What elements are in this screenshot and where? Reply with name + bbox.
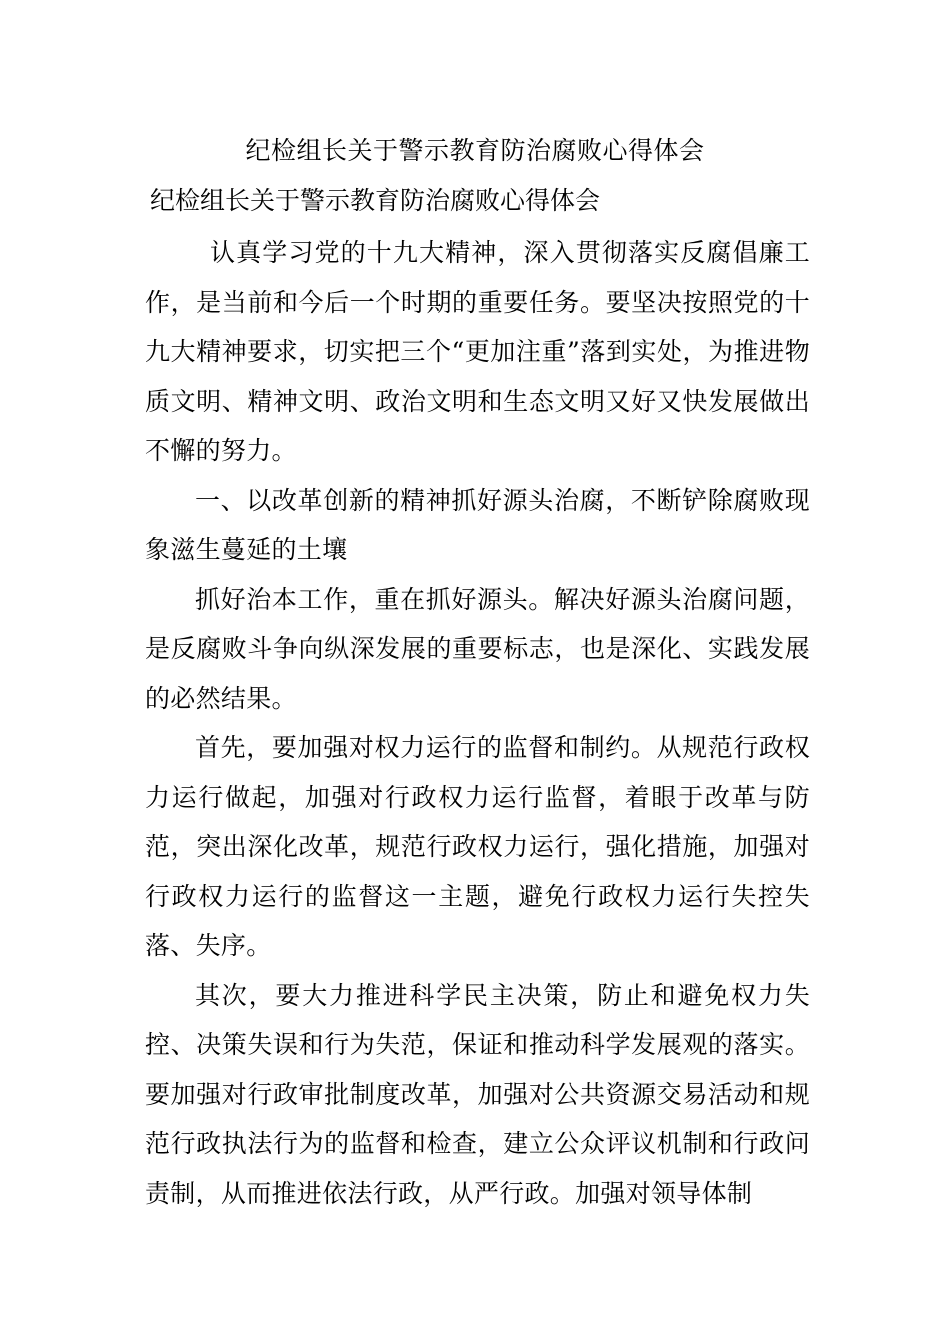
paragraph-intro: 认真学习党的十九大精神，深入贯彻落实反腐倡廉工作，是当前和今后一个时期的重要任务。要坚决按照党的十九大精神要求，切实把三个“更加注重”落到实处，为推进物质文明、精神文明、政治文明和生态文明又好又快发展做出不懈的努力。 — [145, 238, 810, 465]
document-subtitle: 纪检组长关于警示教育防治腐败心得体会 — [150, 186, 601, 215]
paragraph-source-governance: 抓好治本工作，重在抓好源头。解决好源头治腐问题，是反腐败斗争向纵深发展的重要标志，也是深化、实践发展的必然结果。 — [145, 584, 810, 713]
paragraph-first-point: 首先，要加强对权力运行的监督和制约。从规范行政权力运行做起，加强对行政权力运行监督，着眼于改革与防范，突出深化改革，规范行政权力运行，强化措施，加强对行政权力运行的监督这一主题，避免行政权力运行失控失落、失序。 — [145, 733, 810, 960]
document-body — [145, 228, 810, 1218]
document-title: 纪检组长关于警示教育防治腐败心得体会 — [245, 136, 705, 165]
paragraph-second-point: 其次，要大力推进科学民主决策，防止和避免权力失控、决策失误和行为失范，保证和推动科学发展观的落实。要加强对行政审批制度改革，加强对公共资源交易活动和规范行政执法行为的监督和检查，建立公众评议机制和行政问责制，从而推进依法行政，从严行政。加强对领导体制 — [145, 980, 810, 1208]
section-heading-1: 一、以改革创新的精神抓好源头治腐，不断铲除腐败现象滋生蔓延的土壤 — [145, 485, 810, 564]
